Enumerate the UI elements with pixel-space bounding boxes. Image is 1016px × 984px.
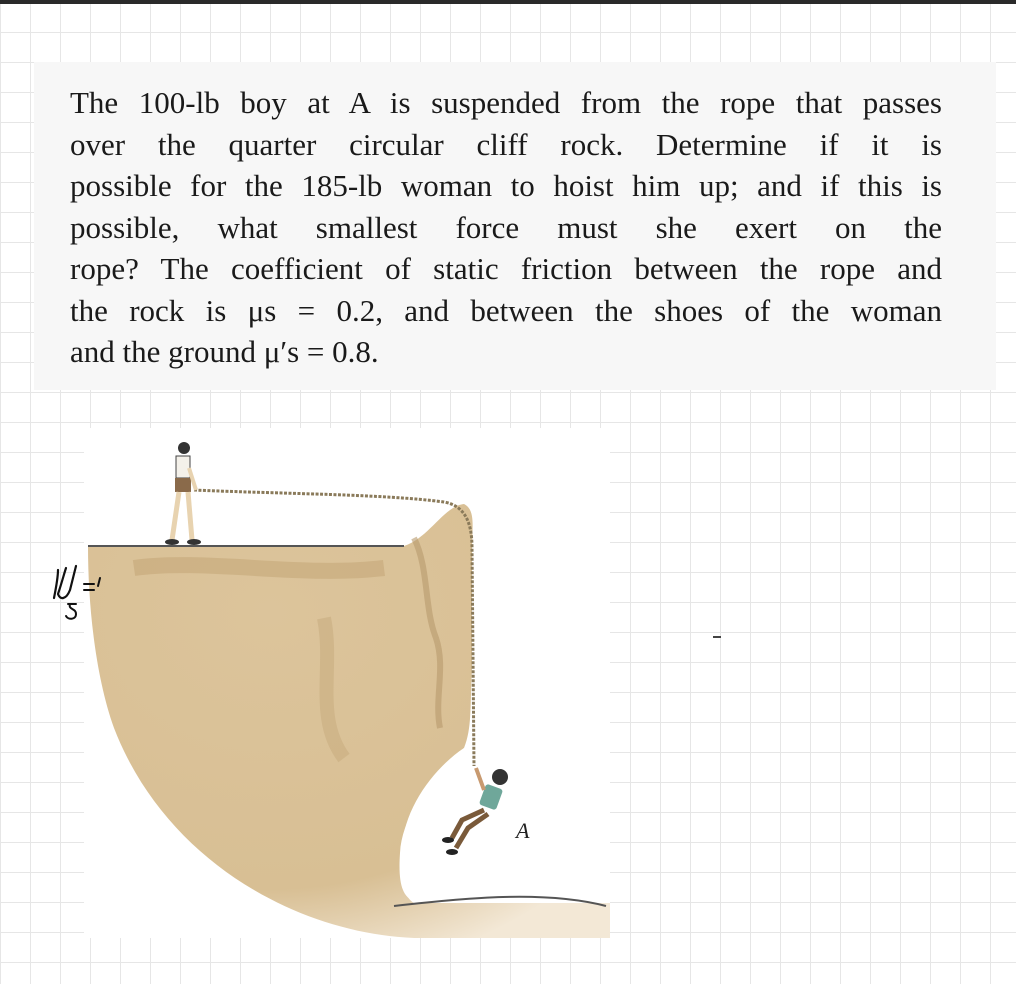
problem-line-5: rope? The coefficient of static friction between the rope and [70,251,942,286]
stray-pen-mark [713,636,721,638]
problem-line-2: over the quarter circular cliff rock. Determine if it is [70,126,942,162]
problem-statement [70,82,942,373]
point-label-a: A [516,818,530,843]
woman-figure [165,442,201,545]
problem-line-1: The 100-lb boy at A is suspended from the rope that passes [70,85,942,120]
problem-line-6: the rock is μs = 0.2, and between the shoes of the woman [70,292,942,328]
rock-shade [134,565,384,571]
problem-line-3: possible for the 185-lb woman to hoist him up; and if this is [70,168,942,203]
cliff-figure [84,428,610,938]
problem-line-4: possible, what smallest force must she exert on the [70,209,942,245]
handwritten-mu-note [48,560,128,630]
window-top-bar [0,0,1016,4]
problem-line-7: and the ground μ′s = 0.8. [70,334,379,369]
cliff-illustration [84,428,610,938]
